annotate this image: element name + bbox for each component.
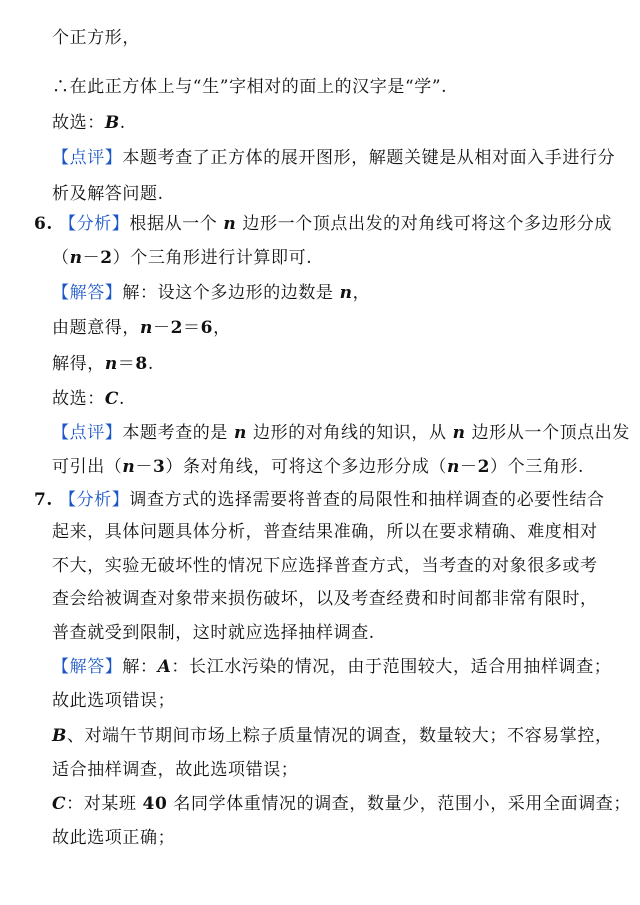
text-line — [34, 488, 605, 512]
text-span: ＝ — [183, 318, 201, 338]
section-tag: 【点评】 — [52, 148, 123, 168]
text-line — [52, 421, 630, 445]
math-variable: n — [452, 423, 466, 443]
text-line — [52, 758, 298, 782]
text-line — [52, 554, 598, 578]
section-tag: 【分析】 — [58, 214, 130, 234]
math-number: 2 — [170, 318, 184, 338]
text-span: 故选： — [52, 389, 105, 409]
text-line — [52, 792, 631, 816]
text-span: 根据从一个 — [129, 214, 224, 234]
math-variable: n — [447, 457, 460, 477]
text-span: 不大，实验无破坏性的情况下应选择普查方式，当考查的对象很多或考 — [52, 556, 598, 576]
text-line — [52, 826, 175, 850]
text-line — [52, 75, 447, 99]
text-span: 由题意得， — [52, 318, 140, 338]
text-span: ）个三角形. — [490, 457, 585, 477]
text-span: 普查就受到限制，这时就应选择抽样调查. — [52, 623, 375, 643]
text-line — [52, 26, 140, 50]
text-span: － — [82, 248, 101, 268]
text-span: 个正方形， — [52, 28, 140, 48]
math-number: 3 — [152, 457, 166, 477]
text-span: 本题考查了正方体的展开图形，解题关键是从相对面入手进行分 — [122, 148, 616, 168]
text-span: 故此选项正确； — [52, 828, 176, 848]
text-span: ， — [352, 283, 371, 303]
section-tag: 【解答】 — [52, 283, 123, 303]
text-line — [52, 621, 375, 645]
text-span: ， — [213, 318, 231, 338]
section-tag: 【分析】 — [58, 490, 130, 510]
text-span: － — [152, 318, 171, 338]
text-span: 可引出（ — [52, 457, 123, 477]
text-span: 本题考查的是 — [122, 423, 235, 443]
text-span: 调查方式的选择需要将普查的局限性和抽样调查的必要性结合 — [129, 490, 605, 510]
section-tag: 【解答】 — [52, 657, 123, 677]
text-span: 解： — [122, 657, 158, 677]
text-span: 边形的对角线的知识，从 — [246, 423, 453, 443]
text-span: ：对某班 — [66, 794, 143, 814]
text-line — [52, 387, 125, 411]
text-span: － — [460, 457, 478, 477]
text-span: 边形从一个顶点出发 — [465, 423, 630, 443]
text-span: － — [135, 457, 153, 477]
text-span: 名同学体重情况的调查，数量少，范围小，采用全面调查； — [167, 794, 632, 814]
math-variable: A — [157, 657, 172, 677]
text-span: . — [118, 389, 125, 409]
math-variable: n — [234, 423, 247, 443]
text-line — [52, 182, 164, 206]
math-number: 2 — [100, 248, 113, 268]
text-span: 起来，具体问题具体分析，普查结果准确，所以在要求精确、难度相对 — [52, 522, 598, 542]
question-number: 7. — [34, 490, 53, 510]
section-tag: 【点评】 — [52, 423, 123, 443]
text-line — [52, 455, 584, 479]
text-span: 适合抽样调查，故此选项错误； — [52, 760, 299, 780]
text-line — [52, 689, 175, 713]
math-variable: n — [69, 248, 83, 268]
text-span: . — [119, 113, 126, 133]
text-span: （ — [52, 248, 70, 268]
math-number: 2 — [477, 457, 491, 477]
math-variable: n — [223, 214, 237, 234]
text-line — [52, 655, 611, 679]
math-number: 8 — [135, 354, 148, 374]
math-number: 6 — [200, 318, 214, 338]
math-number: 40 — [142, 794, 168, 814]
text-line — [52, 281, 370, 305]
text-line — [52, 111, 126, 135]
text-span: ＝ — [117, 354, 136, 374]
text-span: 故此选项错误； — [52, 691, 176, 711]
text-span: ）条对角线，可将这个多边形分成（ — [165, 457, 448, 477]
text-line — [34, 212, 612, 236]
text-span: 解：设这个多边形的边数是 — [122, 283, 340, 303]
math-variable: B — [104, 113, 120, 133]
text-span: ）个三角形进行计算即可. — [112, 248, 313, 268]
text-span: . — [147, 354, 154, 374]
text-span: 故选： — [52, 113, 105, 133]
text-span: ：长江水污染的情况，由于范围较大，适合用抽样调查； — [171, 657, 612, 677]
text-span: 查会给被调查对象带来损伤破坏，以及考查经费和时间都非常有限时， — [52, 589, 598, 609]
text-span: 析及解答问题. — [52, 184, 164, 204]
text-span: 、对端午节期间市场上粽子质量情况的调查，数量较大；不容易掌控， — [66, 726, 613, 746]
text-line — [52, 246, 312, 270]
question-number: 6. — [34, 214, 53, 234]
math-variable: B — [52, 726, 67, 746]
math-variable: n — [104, 354, 118, 374]
text-span: ∴在此正方体上与“生”字相对的面上的汉字是“学”. — [52, 77, 448, 97]
text-span: 边形一个顶点出发的对角线可将这个多边形分成 — [236, 214, 612, 234]
text-line — [52, 587, 598, 611]
text-line — [52, 352, 154, 376]
text-span: 解得， — [52, 354, 105, 374]
text-line — [52, 520, 598, 544]
text-line — [52, 146, 615, 170]
text-line — [52, 316, 231, 340]
math-variable: C — [104, 389, 119, 409]
math-variable: C — [52, 794, 67, 814]
math-variable: n — [339, 283, 353, 303]
text-line — [52, 724, 613, 748]
math-variable: n — [140, 318, 153, 338]
math-variable: n — [122, 457, 136, 477]
